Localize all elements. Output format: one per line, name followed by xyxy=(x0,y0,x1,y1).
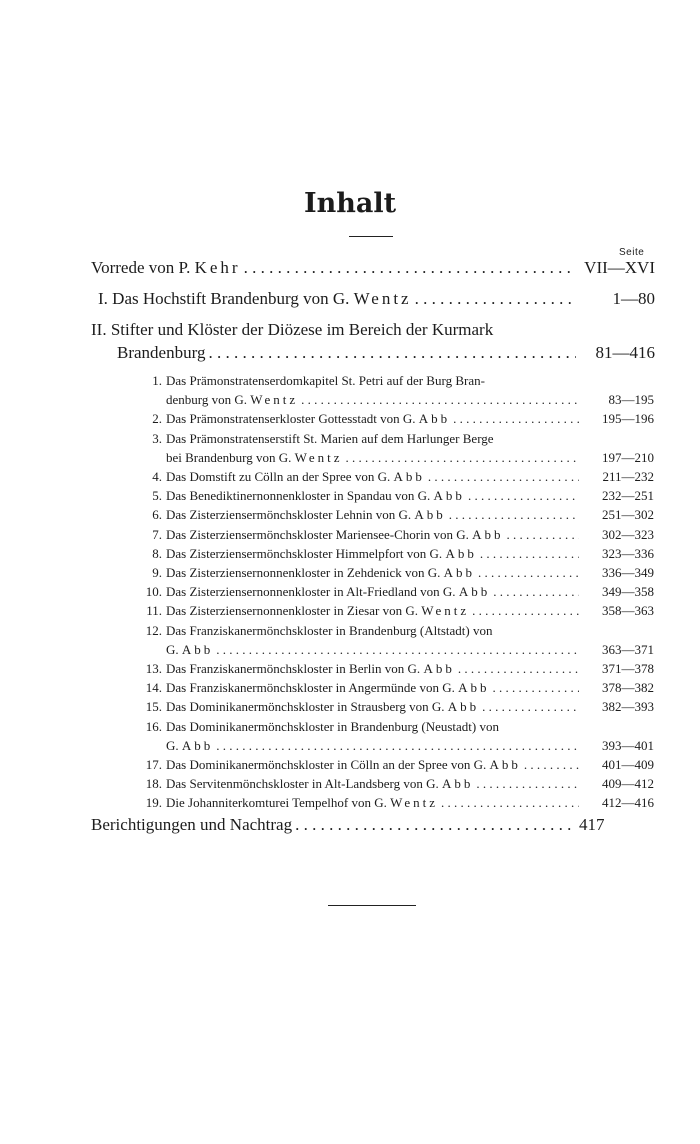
page-range: 382—393 xyxy=(602,699,654,714)
author-name: Abb xyxy=(181,642,214,657)
entry-text: Das Servitenmönchskloster in Alt-Landsberg von G. xyxy=(166,776,439,791)
entry-text: Das Zisterziensernonnenkloster in Alt-Friedland von G. xyxy=(166,584,456,599)
entry-number: 14. xyxy=(145,680,162,695)
leader-dots xyxy=(295,815,576,835)
author-name: Wentz xyxy=(421,603,470,618)
toc-entry-vorrede[interactable] xyxy=(91,258,655,278)
leader-dots xyxy=(468,488,579,504)
entry-number: 7. xyxy=(152,527,162,542)
entry-number: 19. xyxy=(145,795,162,810)
leader-dots xyxy=(453,411,579,427)
entry-text: bei Brandenburg von G. xyxy=(166,450,292,465)
toc-entry-berichtigungen[interactable] xyxy=(91,815,655,835)
page-range: 251—302 xyxy=(602,507,654,522)
entry-text: Das Domstift zu Cölln an der Spree von G. xyxy=(166,469,391,484)
page-range: 197—210 xyxy=(602,450,654,465)
sub-entry-8[interactable] xyxy=(140,546,654,562)
page-range: 417 xyxy=(579,815,605,834)
entry-number: 13. xyxy=(145,661,162,676)
entry-number: 18. xyxy=(145,776,162,791)
sub-entry-4[interactable] xyxy=(140,469,654,485)
author-name: Abb xyxy=(393,469,425,484)
author-name: Abb xyxy=(433,488,465,503)
sub-entry-11[interactable] xyxy=(140,603,654,619)
author-name: Abb xyxy=(489,757,521,772)
entry-text: Das Zisterziensernonnenkloster in Ziesar von G. xyxy=(166,603,418,618)
author-name: Abb xyxy=(447,699,480,714)
entry-number: 4. xyxy=(152,469,162,484)
leader-dots xyxy=(524,757,579,773)
entry-text: Vorrede von P. xyxy=(91,258,191,277)
page-range: 358—363 xyxy=(602,603,654,618)
page-range: 412—416 xyxy=(602,795,654,810)
entry-number: 8. xyxy=(152,546,162,561)
leader-dots xyxy=(507,527,579,543)
entry-number: 1. xyxy=(152,373,162,388)
leader-dots xyxy=(480,546,579,562)
leader-dots xyxy=(301,392,579,408)
entry-text: Das Prämonstratenserstift St. Marien auf dem Harlunger Berge xyxy=(166,431,494,446)
leader-dots xyxy=(244,258,576,278)
sub-entry-line1[interactable] xyxy=(140,719,499,735)
entry-text: Die Johanniterkomturei Tempelhof von G. xyxy=(166,795,387,810)
page-range: 378—382 xyxy=(602,680,654,695)
entry-number: 16. xyxy=(145,719,162,734)
page-range: 83—195 xyxy=(608,392,654,407)
page-range: 336—349 xyxy=(602,565,654,580)
entry-text: G. xyxy=(166,642,179,657)
sub-entry-16[interactable] xyxy=(166,738,654,754)
entry-text: Brandenburg xyxy=(117,343,206,362)
entry-number: 5. xyxy=(152,488,162,503)
sub-entry-line1[interactable] xyxy=(140,373,485,389)
entry-text: Das Zisterziensermönchskloster Mariensee-Chorin von G. xyxy=(166,527,469,542)
sub-entry-14[interactable] xyxy=(140,680,654,696)
page-range: 323—336 xyxy=(602,546,654,561)
sub-entry-6[interactable] xyxy=(140,507,654,523)
entry-number: 11. xyxy=(146,603,162,618)
page-range: 211—232 xyxy=(602,469,654,484)
entry-text: Das Dominikanermönchskloster in Brandenburg (Neustadt) von xyxy=(166,719,499,734)
leader-dots xyxy=(208,343,576,363)
leader-dots xyxy=(449,507,579,523)
leader-dots xyxy=(492,680,579,696)
entry-number: 12. xyxy=(145,623,162,638)
leader-dots xyxy=(441,795,579,811)
entry-text: Das Zisterziensermönchskloster Lehnin von G. xyxy=(166,507,412,522)
sub-entry-18[interactable] xyxy=(140,776,654,792)
entry-text: G. xyxy=(166,738,179,753)
seite-label: Seite xyxy=(619,247,645,258)
entry-text: Das Prämonstratenserdomkapitel St. Petri auf der Burg Bran- xyxy=(166,373,485,388)
author-name: Abb xyxy=(458,680,490,695)
page-range: 401—409 xyxy=(602,757,654,772)
leader-dots xyxy=(346,450,579,466)
leader-dots xyxy=(478,565,579,581)
sub-entry-1[interactable] xyxy=(166,392,654,408)
entry-text: Berichtigungen und Nachtrag xyxy=(91,815,293,834)
entry-number: 2. xyxy=(152,411,162,426)
author-name: Kehr xyxy=(194,258,241,277)
page-range: 409—412 xyxy=(602,776,654,791)
leader-dots xyxy=(415,289,576,309)
page-range: 371—378 xyxy=(602,661,654,676)
sub-entry-10[interactable] xyxy=(140,584,654,600)
leader-dots xyxy=(216,738,579,754)
author-name: Abb xyxy=(181,738,214,753)
page-range: 302—323 xyxy=(602,527,654,542)
author-name: Abb xyxy=(472,527,504,542)
author-name: Abb xyxy=(441,776,474,791)
sub-entry-17[interactable] xyxy=(140,757,654,773)
entry-text: Das Franziskanermönchskloster in Angermünde von G. xyxy=(166,680,455,695)
entry-text: Das Dominikanermönchskloster in Strausberg von G. xyxy=(166,699,445,714)
page-range: 363—371 xyxy=(602,642,654,657)
author-name: Abb xyxy=(445,546,477,561)
entry-text: Das Franziskanermönchskloster in Brandenburg (Altstadt) von xyxy=(166,623,493,638)
sub-entry-12[interactable] xyxy=(166,642,654,658)
author-name: Wentz xyxy=(250,392,299,407)
author-name: Wentz xyxy=(353,289,412,308)
page-range: 81—416 xyxy=(595,343,655,362)
sub-entry-2[interactable] xyxy=(140,411,654,427)
sub-entry-line1[interactable] xyxy=(140,623,493,639)
sub-entry-15[interactable] xyxy=(140,699,654,715)
entry-text: I. Das Hochstift Brandenburg von G. xyxy=(98,289,350,308)
leader-dots xyxy=(458,661,579,677)
sub-entry-19[interactable] xyxy=(140,795,654,811)
author-name: Abb xyxy=(458,584,491,599)
entry-number: 9. xyxy=(152,565,162,580)
author-name: Abb xyxy=(443,565,476,580)
leader-dots xyxy=(476,776,579,792)
page-range: 195—196 xyxy=(602,411,654,426)
page-range: 393—401 xyxy=(602,738,654,753)
author-name: Abb xyxy=(418,411,451,426)
entry-text: Das Prämonstratenserkloster Gottesstadt von G. xyxy=(166,411,416,426)
author-name: Abb xyxy=(423,661,455,676)
sub-entry-7[interactable] xyxy=(140,527,654,543)
sub-entry-13[interactable] xyxy=(140,661,654,677)
toc-entry-part-2-line1[interactable]: II. Stifter und Klöster der Diözese im Bereich der Kurmark xyxy=(91,320,494,339)
entry-text: Das Zisterziensermönchskloster Himmelpfort von G. xyxy=(166,546,443,561)
sub-entry-9[interactable] xyxy=(140,565,654,581)
leader-dots xyxy=(428,469,579,485)
sub-entry-line1[interactable] xyxy=(140,431,494,447)
leader-dots xyxy=(216,642,579,658)
page-range: 349—358 xyxy=(602,584,654,599)
author-name: Abb xyxy=(414,507,446,522)
toc-entry-part-2[interactable] xyxy=(117,343,655,363)
leader-dots xyxy=(482,699,579,715)
sub-entry-5[interactable] xyxy=(140,488,654,504)
page-range: 1—80 xyxy=(612,289,655,308)
leader-dots xyxy=(493,584,579,600)
entry-number: 6. xyxy=(152,507,162,522)
entry-number: 17. xyxy=(145,757,162,772)
closing-rule xyxy=(328,905,416,906)
entry-text: Das Benediktinernonnenkloster in Spandau von G. xyxy=(166,488,431,503)
title-rule xyxy=(349,236,393,237)
page-range: 232—251 xyxy=(602,488,654,503)
sub-entry-3[interactable] xyxy=(166,450,654,466)
entry-text: Das Dominikanermönchskloster in Cölln an der Spree von G. xyxy=(166,757,487,772)
leader-dots xyxy=(472,603,579,619)
page-title: Inhalt xyxy=(303,188,397,219)
toc-entry-part-1[interactable] xyxy=(98,289,655,309)
entry-number: 15. xyxy=(145,699,162,714)
author-name: Wentz xyxy=(390,795,439,810)
entry-text: denburg von G. xyxy=(166,392,248,407)
author-name: Wentz xyxy=(294,450,343,465)
entry-number: 10. xyxy=(145,584,162,599)
entry-text: Das Zisterziensernonnenkloster in Zehdenick von G. xyxy=(166,565,441,580)
page-range: VII—XVI xyxy=(584,258,655,277)
entry-text: Das Franziskanermönchskloster in Berlin von G. xyxy=(166,661,421,676)
entry-number: 3. xyxy=(152,431,162,446)
